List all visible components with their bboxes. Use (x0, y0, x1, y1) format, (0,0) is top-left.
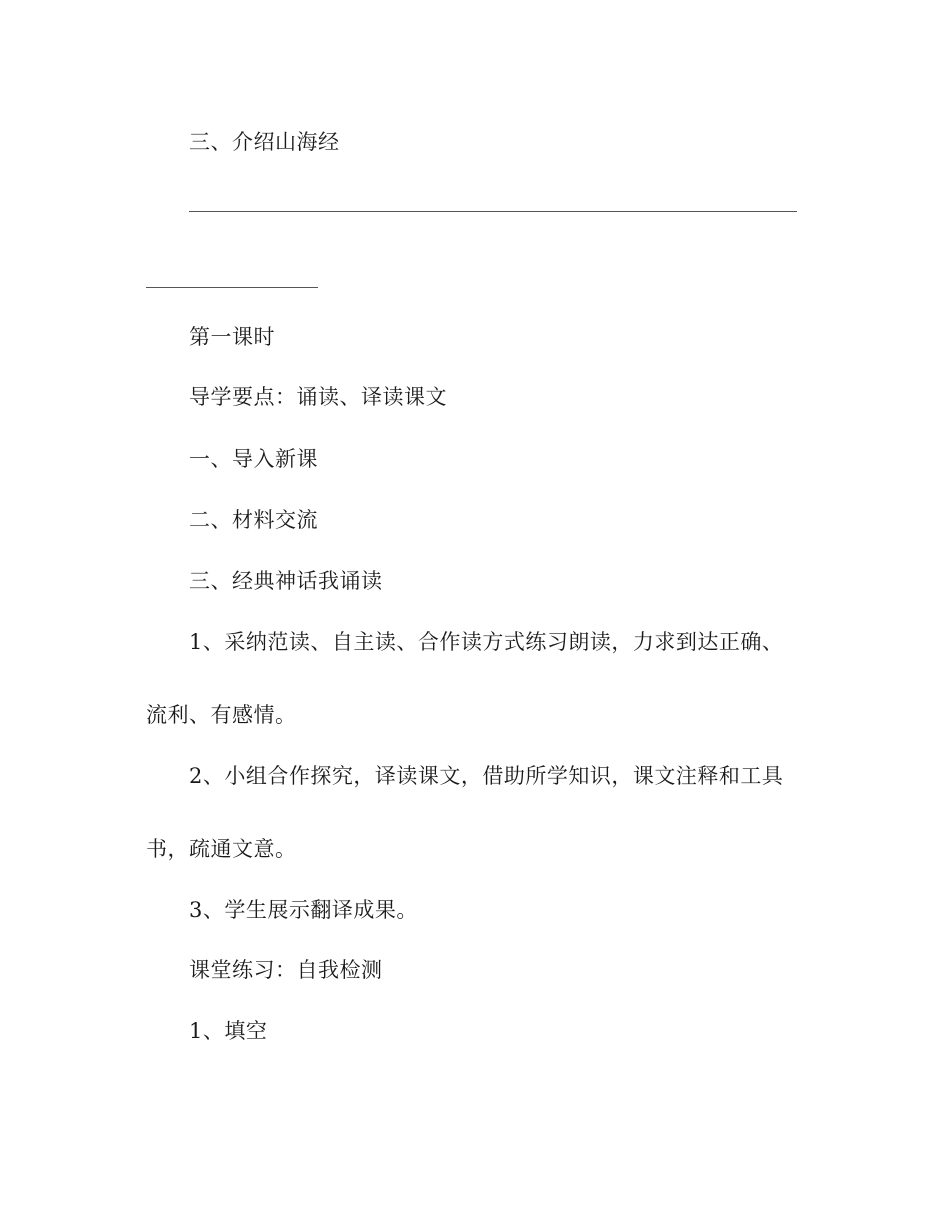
item-one-line-1: 1、采纳范读、自主读、合作读方式练习朗读，力求到达正确、 (189, 630, 784, 654)
step-two-heading: 二、材料交流 (189, 508, 318, 532)
item-two-line-2: 书，疏通文意。 (146, 837, 297, 861)
lesson-heading: 第一课时 (189, 325, 275, 349)
item-three: 3、学生展示翻译成果。 (189, 898, 418, 922)
item-two-line-1: 2、小组合作探究，译读课文，借助所学知识，课文注释和工具 (189, 764, 784, 788)
step-one-heading: 一、导入新课 (189, 447, 318, 471)
blank-answer-line-2 (146, 287, 318, 288)
study-key-points: 导学要点：诵读、译读课文 (189, 385, 447, 409)
fill-in-blank-heading: 1、填空 (189, 1019, 268, 1043)
item-one-line-2: 流利、有感情。 (146, 703, 297, 727)
step-three-heading: 三、经典神话我诵读 (189, 569, 383, 593)
blank-answer-line-1 (189, 211, 797, 212)
section-heading-shanhaijing: 三、介绍山海经 (189, 130, 340, 154)
practice-heading: 课堂练习：自我检测 (189, 958, 383, 982)
